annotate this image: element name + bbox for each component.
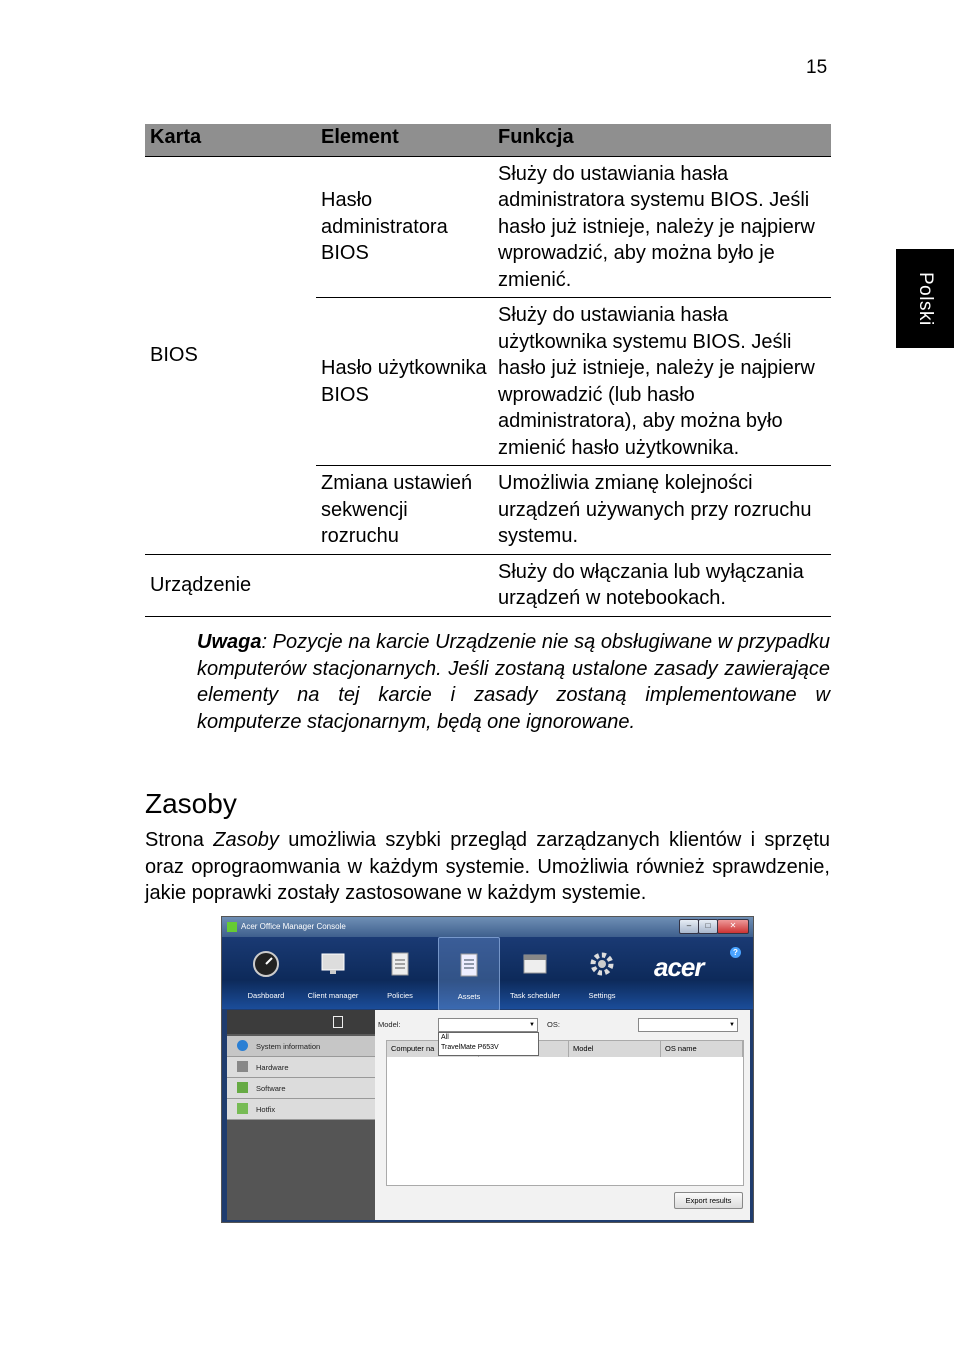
monitor-icon xyxy=(319,950,347,978)
nav-hardware[interactable] xyxy=(227,1057,375,1078)
tool-client-manager[interactable] xyxy=(303,937,363,1009)
function-admin-password: Służy do ustawiania hasła administratora systemu BIOS. Jeśli hasło już istnieje, należy je najpierw wprowadzić, aby można było je zmienić. xyxy=(498,162,815,291)
header-funkcja: Funkcja xyxy=(493,124,831,156)
tool-label: Dashboard xyxy=(247,991,285,1000)
nav-label: System information xyxy=(256,1042,321,1051)
chevron-down-icon: ▼ xyxy=(729,1022,735,1028)
gear-icon xyxy=(588,950,616,978)
model-dropdown[interactable] xyxy=(438,1032,539,1056)
para-start: Strona xyxy=(145,829,214,851)
section-title: Zasoby xyxy=(145,788,237,819)
hardware-icon xyxy=(237,1061,248,1072)
column-header[interactable]: Model xyxy=(569,1041,661,1057)
tool-settings[interactable] xyxy=(572,937,632,1009)
element-boot-sequence: Zmiana ustawień sekwencji rozruchu xyxy=(316,466,493,555)
window-titlebar xyxy=(222,917,753,937)
export-results-button[interactable]: Export results xyxy=(674,1192,743,1209)
model-label: Model: xyxy=(378,1020,401,1029)
document-icon[interactable] xyxy=(333,1016,343,1028)
tool-label: Task scheduler xyxy=(509,991,561,1000)
acer-logo: acer xyxy=(654,952,704,982)
tool-assets[interactable] xyxy=(438,937,500,1011)
section-paragraph xyxy=(145,827,830,907)
card-device: Urządzenie xyxy=(145,554,316,616)
note-text: : Pozycje na karcie Urządzenie nie są obsługiwane w przypadku komputerów stacjonarnych. Jeśli zostaną ustalone zasady zawierające elementy na tej karcie i zasady zostaną implementowane w komputerze stacjonarnym, będą one ignorowane. xyxy=(197,631,830,733)
para-emphasis: Zasoby xyxy=(213,829,279,851)
assets-panel xyxy=(375,1010,750,1220)
tool-dashboard[interactable] xyxy=(236,937,296,1009)
column-header[interactable]: Computer na xyxy=(387,1041,479,1057)
help-icon[interactable]: ? xyxy=(730,947,741,958)
tool-label: Settings xyxy=(588,991,616,1000)
tool-label: Assets xyxy=(457,992,481,1001)
nav-label: Hotfix xyxy=(256,1105,276,1114)
maximize-button[interactable]: □ xyxy=(698,919,718,934)
model-select[interactable] xyxy=(438,1018,538,1032)
window-title: Acer Office Manager Console xyxy=(241,922,346,931)
page-number: 15 xyxy=(806,57,828,78)
header-karta: Karta xyxy=(145,124,316,156)
tool-task-scheduler[interactable] xyxy=(505,937,565,1009)
header-element: Element xyxy=(316,124,493,156)
tool-label: Client manager xyxy=(307,991,359,1000)
software-icon xyxy=(237,1082,248,1093)
left-pane-header xyxy=(227,1010,375,1034)
assets-screenshot xyxy=(221,916,754,1223)
assets-grid xyxy=(386,1040,744,1186)
left-pane xyxy=(227,1010,375,1220)
para-rest: umożliwia szybki przegląd zarządzanych klientów i sprzętu oraz oprograomwania w każdym systemie. Umożliwia również sprawdzenie, jakie poprawki zostały zastosowane w każdym systemie. xyxy=(145,829,830,904)
nav-hotfix[interactable] xyxy=(227,1099,375,1120)
chevron-down-icon: ▼ xyxy=(529,1022,535,1028)
language-tab xyxy=(896,249,954,348)
clipboard-icon xyxy=(386,950,414,978)
function-boot-sequence: Umożliwia zmianę kolejności urządzeń używanych przy rozruchu systemu. xyxy=(493,466,831,555)
os-select[interactable] xyxy=(638,1018,738,1032)
element-admin-password: Hasło administratora BIOS xyxy=(321,189,448,264)
function-device: Służy do włączania lub wyłączania urządzeń w notebookach. xyxy=(493,554,831,616)
nav-system-information[interactable] xyxy=(227,1036,375,1057)
nav-software[interactable] xyxy=(227,1078,375,1099)
minimize-button[interactable]: – xyxy=(679,919,699,934)
info-icon xyxy=(237,1040,248,1051)
element-user-password: Hasło użytkownika BIOS xyxy=(316,298,493,466)
model-option[interactable]: TravelMate P653V xyxy=(441,1044,499,1051)
nav-label: Software xyxy=(256,1084,286,1093)
hotfix-icon xyxy=(237,1103,248,1114)
list-icon xyxy=(455,951,483,979)
column-header[interactable]: OS name xyxy=(661,1041,743,1057)
close-button[interactable]: ✕ xyxy=(717,919,749,934)
tool-label: Policies xyxy=(387,991,413,1000)
dashboard-icon xyxy=(252,950,280,978)
model-option[interactable]: All xyxy=(441,1034,449,1041)
left-pane-fill xyxy=(227,1120,375,1220)
main-toolbar xyxy=(222,937,753,1009)
function-user-password: Służy do ustawiania hasła użytkownika systemu BIOS. Jeśli hasło już istnieje, należy je najpierw wprowadzić (lub hasło administratora), aby można było zmienić hasło użytkownika. xyxy=(493,298,831,466)
note xyxy=(197,629,830,735)
language-tab-label: Polski xyxy=(915,271,936,326)
tool-policies[interactable] xyxy=(370,937,430,1009)
note-label: Uwaga xyxy=(197,631,262,653)
os-label: OS: xyxy=(547,1020,560,1029)
element-device xyxy=(316,554,493,616)
calendar-icon xyxy=(521,950,549,978)
app-icon xyxy=(227,922,237,932)
nav-label: Hardware xyxy=(256,1063,289,1072)
card-bios: BIOS xyxy=(145,156,316,554)
policy-table xyxy=(145,124,831,617)
